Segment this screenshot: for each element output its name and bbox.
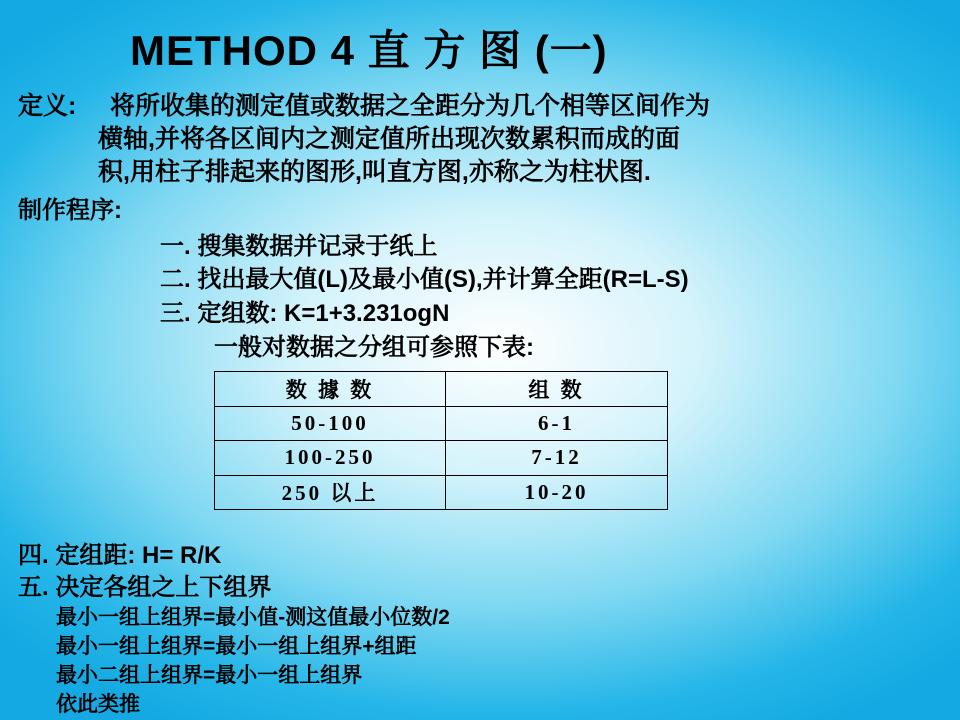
table-cell: 250 以上 xyxy=(215,475,446,510)
step-5-label: 五. 决定各组之上下组界 xyxy=(18,574,272,601)
procedure-step-3: 三. 定组数: K=1+3.231ogN xyxy=(160,300,450,327)
procedure-step-2: 二. 找出最大值(L)及最小值(S),并计算全距(R=L-S) xyxy=(160,266,689,293)
definition-line-1: 将所收集的测定值或数据之全距分为几个相等区间作为 xyxy=(110,92,711,120)
step-5-line-1: 最小一组上组界=最小值-测这值最小位数/2 xyxy=(56,606,450,629)
step-4: 四. 定组距: H= R/K xyxy=(18,542,222,569)
procedure-step-1: 一. 搜集数据并记录于纸上 xyxy=(160,233,438,260)
procedure-label: 制作程序: xyxy=(18,197,122,224)
table-cell: 7-12 xyxy=(446,441,668,476)
definition-line-3: 积,用柱子排起来的图形,叫直方图,亦称之为柱状图. xyxy=(98,158,651,186)
table-cell: 100-250 xyxy=(215,441,446,476)
definition-label: 定义: xyxy=(18,92,77,120)
step-5-line-3: 最小二组上组界=最小一组上组界 xyxy=(56,664,363,687)
table-row xyxy=(215,475,668,510)
table-cell: 10-20 xyxy=(446,475,668,510)
grouping-table xyxy=(214,371,668,510)
procedure-step-3-note: 一般对数据之分组可参照下表: xyxy=(214,334,534,361)
step-5-line-4: 依此类推 xyxy=(56,693,140,716)
table-cell: 50-100 xyxy=(215,406,446,441)
table-row xyxy=(215,406,668,441)
table-row xyxy=(215,441,668,476)
step-5-line-2: 最小一组上组界=最小一组上组界+组距 xyxy=(56,635,417,658)
definition-line-2: 横轴,并将各区间内之测定值所出现次数累积而成的面 xyxy=(98,125,680,153)
table-cell: 6-1 xyxy=(446,406,668,441)
table-header-group-count: 组 数 xyxy=(446,372,668,407)
page-title: METHOD 4 直 方 图 (一) xyxy=(130,27,608,74)
table-header-data-count: 数 據 数 xyxy=(215,372,446,407)
table-header-row xyxy=(215,372,668,407)
